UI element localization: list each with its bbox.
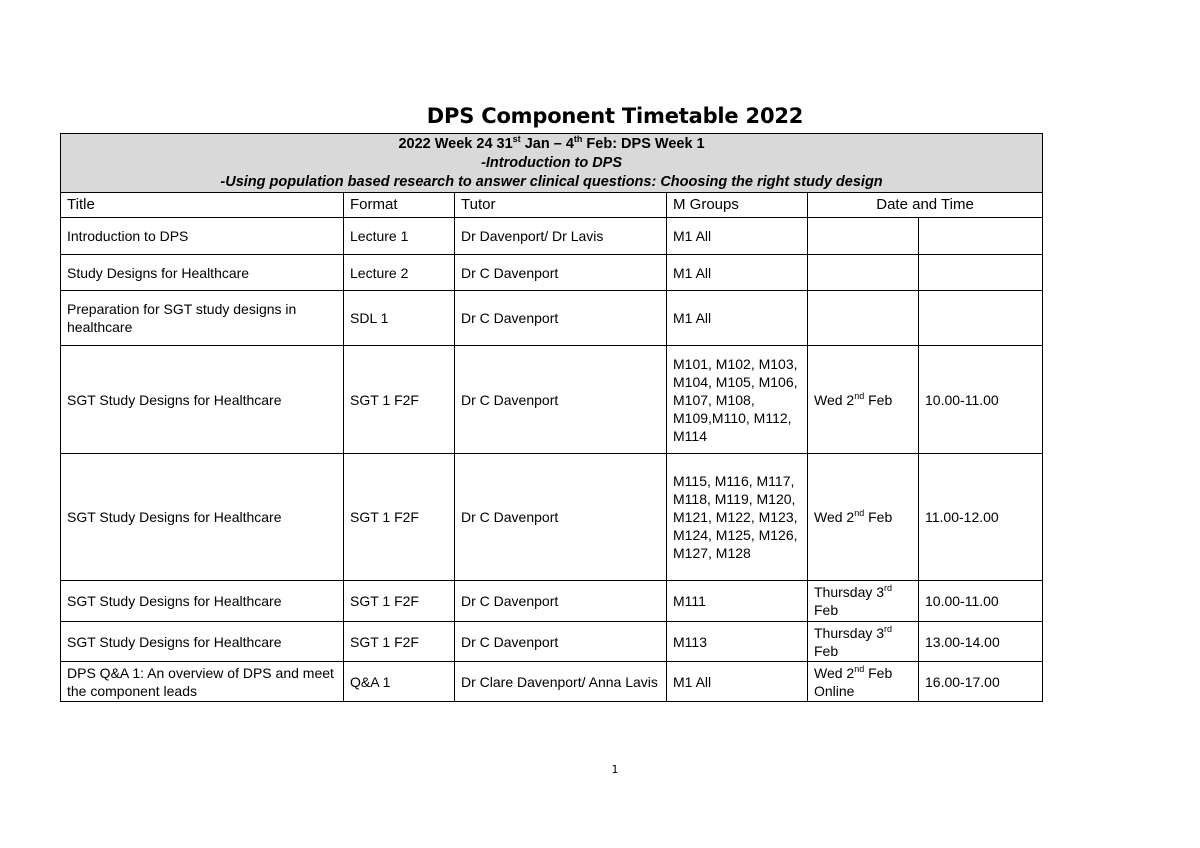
cell-groups: M1 All (667, 662, 808, 702)
cell-groups: M113 (667, 622, 808, 662)
header-format: Format (344, 193, 455, 218)
cell-format: SGT 1 F2F (344, 454, 455, 581)
table-row (61, 581, 1043, 622)
table-row (61, 622, 1043, 662)
cell-format: SGT 1 F2F (344, 581, 455, 622)
cell-day: Wed 2nd Feb (808, 346, 919, 454)
cell-format: SGT 1 F2F (344, 346, 455, 454)
header-date-time: Date and Time (808, 193, 1043, 218)
cell-tutor: Dr C Davenport (455, 581, 667, 622)
week-heading: 2022 Week 24 31st Jan – 4th Feb: DPS Week 1 (398, 134, 705, 152)
header-row (61, 193, 1043, 218)
cell-time: 13.00-14.00 (919, 622, 1043, 662)
document-title: DPS Component Timetable 2022 (426, 104, 804, 128)
cell-title: SGT Study Designs for Healthcare (61, 581, 344, 622)
header-tutor: Tutor (455, 193, 667, 218)
cell-time (919, 255, 1043, 291)
table-row (61, 454, 1043, 581)
cell-tutor: Dr Clare Davenport/ Anna Lavis (455, 662, 667, 702)
cell-format: Lecture 1 (344, 218, 455, 255)
cell-time: 11.00-12.00 (919, 454, 1043, 581)
cell-tutor: Dr C Davenport (455, 454, 667, 581)
cell-tutor: Dr C Davenport (455, 346, 667, 454)
table-row (61, 291, 1043, 346)
table-row (61, 662, 1043, 702)
cell-title: Study Designs for Healthcare (61, 255, 344, 291)
header-title: Title (61, 193, 344, 218)
cell-title: Preparation for SGT study designs in healthcare (61, 291, 344, 346)
cell-groups: M101, M102, M103, M104, M105, M106, M107, M108, M109,M110, M112, M114 (667, 346, 808, 454)
timetable (60, 133, 1043, 702)
cell-day: Thursday 3rd Feb (808, 622, 919, 662)
cell-time: 10.00-11.00 (919, 581, 1043, 622)
cell-format: Lecture 2 (344, 255, 455, 291)
cell-day (808, 255, 919, 291)
cell-title: DPS Q&A 1: An overview of DPS and meet the component leads (61, 662, 344, 702)
cell-tutor: Dr C Davenport (455, 255, 667, 291)
cell-day: Wed 2nd Feb Online (808, 662, 919, 702)
cell-tutor: Dr C Davenport (455, 291, 667, 346)
cell-tutor: Dr C Davenport (455, 622, 667, 662)
week-banner (61, 134, 1043, 193)
cell-groups: M1 All (667, 291, 808, 346)
cell-format: SGT 1 F2F (344, 622, 455, 662)
page-number: 1 (611, 763, 619, 776)
table-row (61, 218, 1043, 255)
cell-groups: M1 All (667, 255, 808, 291)
cell-day (808, 291, 919, 346)
table-row (61, 346, 1043, 454)
cell-time: 10.00-11.00 (919, 346, 1043, 454)
cell-time (919, 218, 1043, 255)
cell-day: Thursday 3rd Feb (808, 581, 919, 622)
banner-row (61, 134, 1043, 193)
cell-title: SGT Study Designs for Healthcare (61, 454, 344, 581)
cell-day (808, 218, 919, 255)
table-row (61, 255, 1043, 291)
cell-title: Introduction to DPS (61, 218, 344, 255)
cell-tutor: Dr Davenport/ Dr Lavis (455, 218, 667, 255)
cell-day: Wed 2nd Feb (808, 454, 919, 581)
cell-time: 16.00-17.00 (919, 662, 1043, 702)
week-topic-2: -Using population based research to answer clinical questions: Choosing the right study design (220, 174, 883, 190)
cell-groups: M115, M116, M117, M118, M119, M120, M121, M122, M123, M124, M125, M126, M127, M128 (667, 454, 808, 581)
cell-groups: M1 All (667, 218, 808, 255)
header-groups: M Groups (667, 193, 808, 218)
cell-format: Q&A 1 (344, 662, 455, 702)
cell-groups: M111 (667, 581, 808, 622)
cell-title: SGT Study Designs for Healthcare (61, 622, 344, 662)
week-topic-1: -Introduction to DPS (481, 155, 623, 171)
cell-title: SGT Study Designs for Healthcare (61, 346, 344, 454)
cell-format: SDL 1 (344, 291, 455, 346)
cell-time (919, 291, 1043, 346)
